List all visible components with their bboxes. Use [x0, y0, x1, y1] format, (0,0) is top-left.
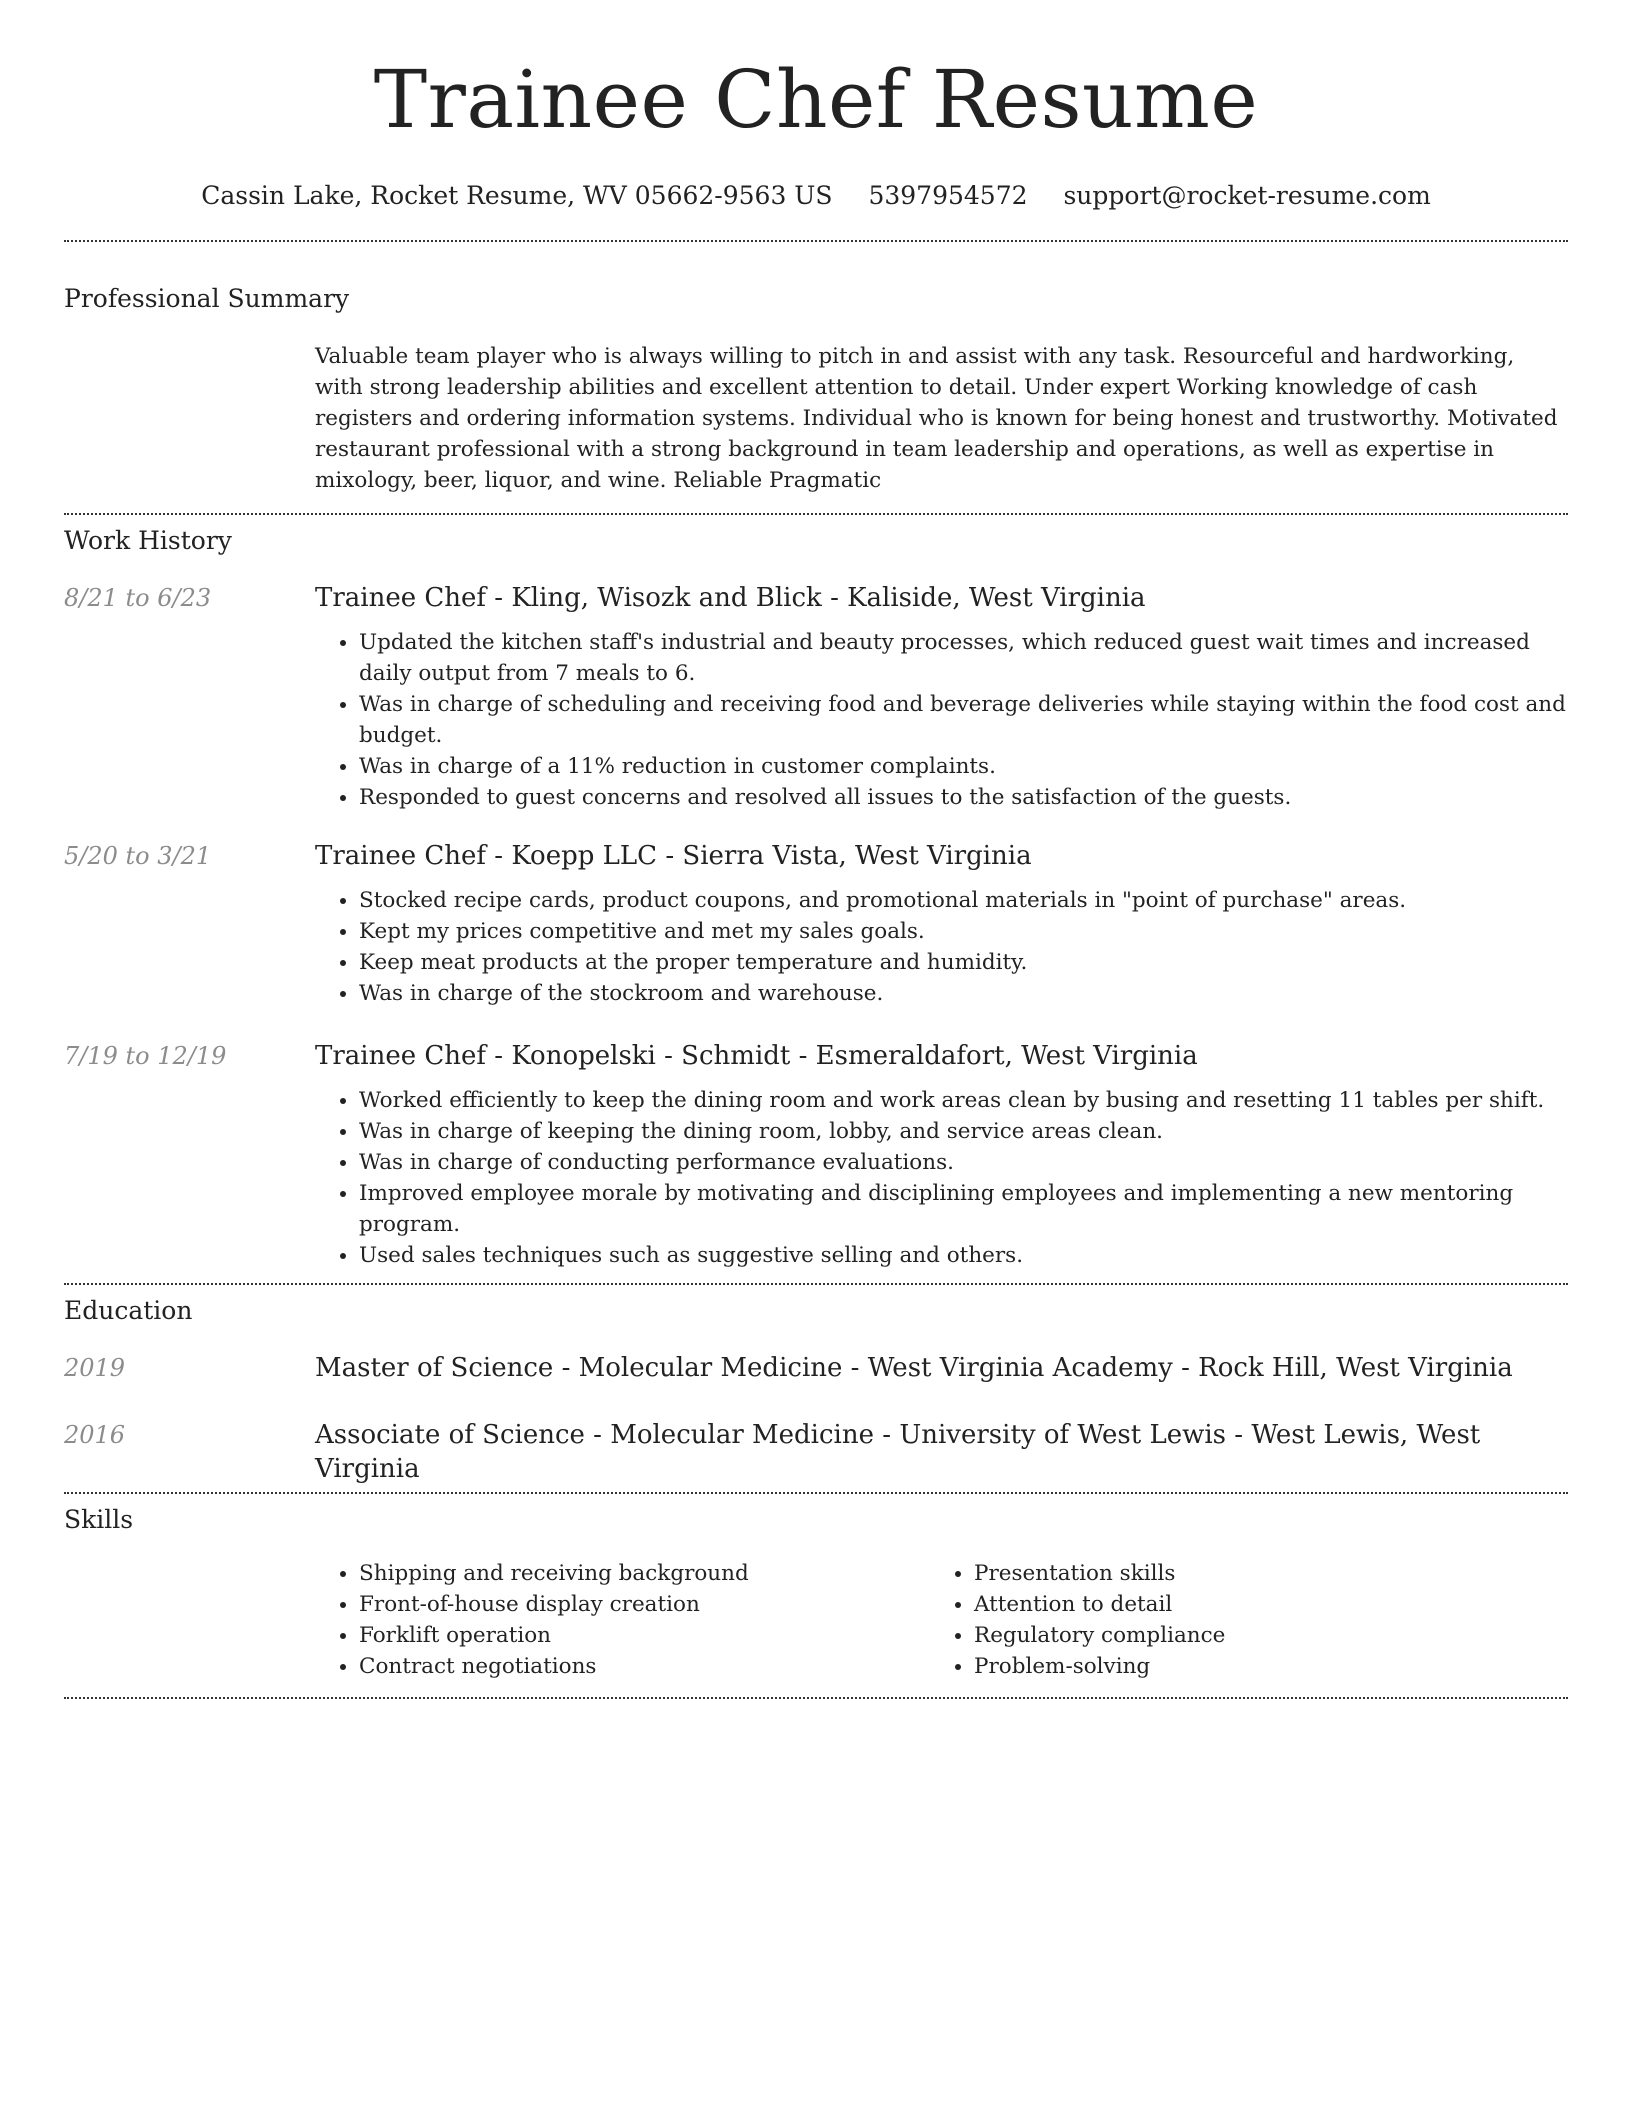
job-title: Trainee Chef - Kling, Wisozk and Blick - Kaliside, West Virginia	[315, 583, 1146, 613]
education-year: 2019	[64, 1354, 126, 1382]
job-dates: 8/21 to 6/23	[64, 584, 212, 612]
skills-columns	[315, 1558, 1568, 1682]
divider	[64, 1697, 1568, 1699]
list-item: • Worked efficiently to keep the dining room and work areas clean by busing and resetting 11 tables per shift.	[359, 1085, 1568, 1116]
education-school: - University of West Lewis - West Lewis, West Virginia	[315, 1420, 1481, 1484]
section-title-education: Education	[64, 1296, 193, 1325]
list-item: • Front-of-house display creation	[359, 1589, 930, 1620]
job-bullets	[315, 1085, 1568, 1271]
contact-address: Cassin Lake, Rocket Resume, WV 05662-9563 US	[201, 181, 833, 210]
job-entry	[64, 839, 1568, 1009]
section-title-work-history: Work History	[64, 526, 232, 555]
list-item: • Regulatory compliance	[974, 1620, 1545, 1651]
skills-section	[64, 1494, 1568, 1682]
job-title: Trainee Chef - Konopelski - Schmidt - Esmeraldafort, West Virginia	[315, 1041, 1198, 1071]
education-entry	[64, 1351, 1568, 1385]
contact-email: support@rocket-resume.com	[1063, 181, 1431, 210]
list-item: • Keep meat products at the proper temperature and humidity.	[359, 947, 1568, 978]
education-entry	[64, 1418, 1568, 1486]
skills-list-right	[930, 1558, 1545, 1682]
list-item: • Attention to detail	[974, 1589, 1545, 1620]
list-item: • Improved employee morale by motivating and disciplining employees and implementing a new mentoring program.	[359, 1178, 1568, 1240]
contact-phone: 5397954572	[868, 181, 1028, 210]
summary-text: Valuable team player who is always willing to pitch in and assist with any task. Resourceful and hardworking, with strong leadership abilities and excellent attention to detail. Under expert Working knowledge of cash registers and ordering information systems. Individual who is known for being honest and trustworthy. Motivated restaurant professional with a strong background in team leadership and operations, as well as expertise in mixology, beer, liquor, and wine. Reliable Pragmatic	[315, 344, 1558, 493]
job-entry	[64, 581, 1568, 813]
education-degree: Associate of Science - Molecular Medicine	[315, 1420, 874, 1450]
list-item: • Forklift operation	[359, 1620, 930, 1651]
list-item: • Responded to guest concerns and resolved all issues to the satisfaction of the guests.	[359, 782, 1568, 813]
contact-line	[64, 178, 1568, 214]
resume-title: Trainee Chef Resume	[373, 53, 1259, 146]
resume-header	[64, 0, 1568, 214]
list-item: • Was in charge of a 11% reduction in customer complaints.	[359, 751, 1568, 782]
list-item: • Was in charge of keeping the dining room, lobby, and service areas clean.	[359, 1116, 1568, 1147]
job-bullets	[315, 627, 1568, 813]
education-degree: Master of Science - Molecular Medicine	[315, 1353, 843, 1383]
list-item: • Problem-solving	[974, 1651, 1545, 1682]
section-title-skills: Skills	[64, 1505, 134, 1534]
education-year: 2016	[64, 1421, 126, 1449]
list-item: • Updated the kitchen staff's industrial and beauty processes, which reduced guest wait times and increased daily output from 7 meals to 6.	[359, 627, 1568, 689]
list-item: • Contract negotiations	[359, 1651, 930, 1682]
list-item: • Kept my prices competitive and met my sales goals.	[359, 916, 1568, 947]
education-school: - West Virginia Academy - Rock Hill, West Virginia	[842, 1353, 1513, 1383]
summary-section	[64, 242, 1568, 496]
job-entry	[64, 1039, 1568, 1271]
skills-list-left	[315, 1558, 930, 1682]
list-item: • Was in charge of scheduling and receiving food and beverage deliveries while staying within the food cost and budget.	[359, 689, 1568, 751]
list-item: • Was in charge of conducting performance evaluations.	[359, 1147, 1568, 1178]
work-history-section	[64, 515, 1568, 1271]
list-item: • Was in charge of the stockroom and warehouse.	[359, 978, 1568, 1009]
job-title: Trainee Chef - Koepp LLC - Sierra Vista, West Virginia	[315, 841, 1032, 871]
list-item: • Stocked recipe cards, product coupons, and promotional materials in "point of purchase" areas.	[359, 885, 1568, 916]
job-dates: 7/19 to 12/19	[64, 1042, 227, 1070]
list-item: • Shipping and receiving background	[359, 1558, 930, 1589]
job-dates: 5/20 to 3/21	[64, 842, 212, 870]
list-item: • Used sales techniques such as suggestive selling and others.	[359, 1240, 1568, 1271]
section-title-summary: Professional Summary	[64, 284, 350, 313]
list-item: • Presentation skills	[974, 1558, 1545, 1589]
education-section	[64, 1285, 1568, 1486]
job-bullets	[315, 885, 1568, 1009]
